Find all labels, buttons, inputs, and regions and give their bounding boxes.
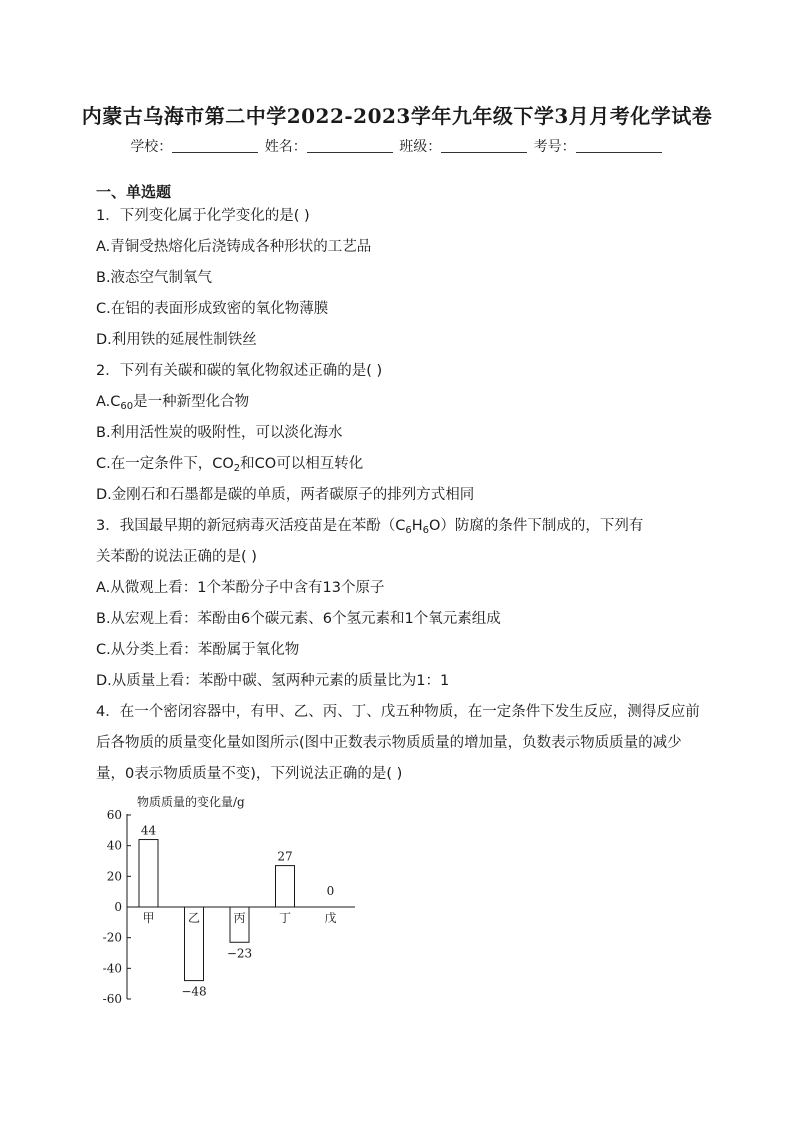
y-tick-label: 0 [114, 900, 122, 914]
student-info-line [0, 136, 794, 156]
category-label: 丙 [233, 911, 246, 925]
exam-title: 内蒙古乌海市第二中学2022-2023学年九年级下学3月月考化学试卷 [81, 104, 713, 128]
q4-stem: 4．在一个密闭容器中，有甲、乙、丙、丁、戊五种物质，在一定条件下发生反应，测得反应前后各物质的质量变化量如图所示(图中正数表示物质质量的增加量，负数表示物质质量的减少量，0表示物质质量不变)，下列说法正确的是( ) [96, 704, 700, 782]
q1-option-c: C.在铝的表面形成致密的氧化物薄膜 [96, 301, 329, 317]
category-label: 戊 [324, 911, 337, 925]
y-tick-label: -60 [102, 992, 122, 1006]
y-tick-label: 20 [106, 869, 122, 884]
q2-option-b: B.利用活性炭的吸附性，可以淡化海水 [96, 425, 343, 441]
info-label-class: 班级： [399, 139, 442, 155]
y-tick-label: -20 [102, 930, 122, 945]
info-label-school: 学校： [130, 139, 173, 155]
q2-stem: 2．下列有关碳和碳的氧化物叙述正确的是( ) [96, 363, 383, 379]
q1-stem: 1．下列变化属于化学变化的是( ) [96, 208, 310, 224]
bar-0 [139, 840, 158, 907]
q3-option-a: A.从微观上看：1个苯酚分子中含有13个原子 [96, 580, 385, 596]
info-label-name: 姓名： [264, 139, 307, 155]
q2-option-a: $A.C_{60}$是一种新型化合物 [96, 394, 250, 412]
section-heading: 一、单选题 [96, 183, 172, 201]
data-label: −23 [226, 946, 253, 961]
bar-3 [276, 866, 295, 907]
category-label: 甲 [142, 911, 155, 925]
category-label: 乙 [187, 911, 201, 925]
q3-stem-line1: 3．我国最早期的新冠病毒灭活疫苗是在苯酚$(C_6H_6O)$防腐的条件下制成的，下列有 [96, 518, 644, 536]
data-label: 27 [277, 849, 293, 864]
data-label: 44 [140, 823, 157, 838]
chart-title: 物质质量的变化量/g [137, 795, 245, 809]
data-label: −48 [181, 984, 207, 999]
q3-option-c: C.从分类上看：苯酚属于氧化物 [96, 642, 300, 658]
class-blank[interactable] [441, 138, 527, 153]
y-tick-label: 60 [106, 808, 122, 822]
category-label: 丁 [278, 911, 292, 925]
mass-change-bar-chart [90, 792, 370, 1010]
q1-option-a: A.青铜受热熔化后浇铸成各种形状的工艺品 [96, 239, 372, 255]
q1-option-b: B.液态空气制氧气 [96, 270, 213, 286]
q3-stem-line2: 关苯酚的说法正确的是( ) [96, 549, 257, 565]
q3-option-d: D.从质量上看：苯酚中碳、氢两种元素的质量比为1：1 [96, 673, 450, 689]
q3-option-b: B.从宏观上看：苯酚由6个碳元素、6个氢元素和1个氧元素组成 [96, 611, 501, 627]
y-tick-label: -40 [102, 961, 122, 976]
y-tick-label: 40 [106, 838, 122, 853]
name-blank[interactable] [307, 138, 393, 153]
info-label-number: 考号： [533, 139, 576, 155]
school-blank[interactable] [172, 138, 258, 153]
q2-option-c: C.在一定条件下，$CO_2$和CO可以相互转化 [96, 456, 364, 474]
number-blank[interactable] [576, 138, 662, 153]
data-label: 0 [326, 884, 335, 898]
q2-option-d: D.金刚石和石墨都是碳的单质，两者碳原子的排列方式相同 [96, 487, 475, 503]
q1-option-d: D.利用铁的延展性制铁丝 [96, 332, 257, 348]
